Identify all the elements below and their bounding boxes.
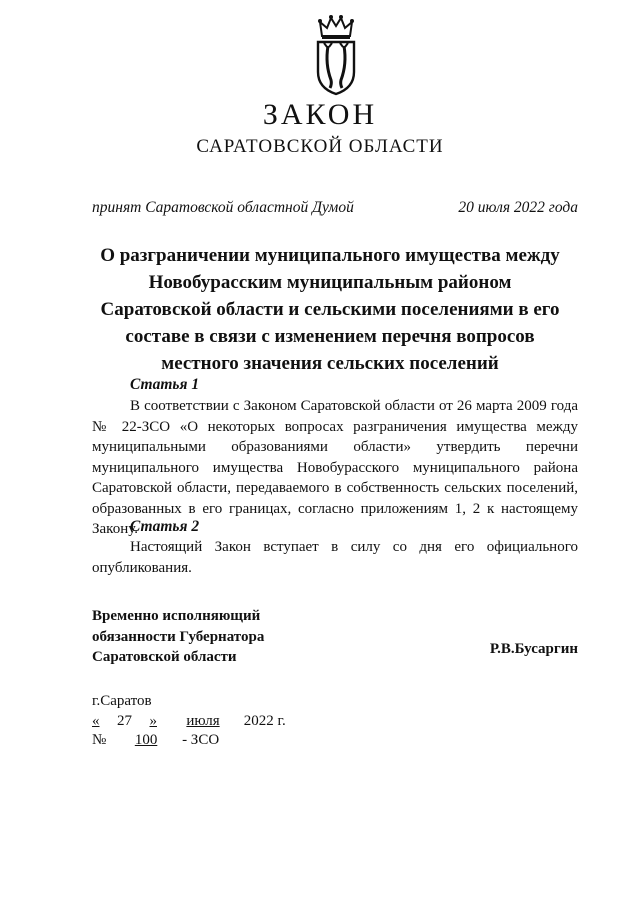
law-heading xyxy=(80,242,580,377)
article-2-text: Настоящий Закон вступает в силу со дня его официального опубликования. xyxy=(92,539,578,576)
saratov-coat-of-arms-icon xyxy=(310,14,362,96)
day-open-quote: « xyxy=(92,712,100,729)
signing-day: 27 xyxy=(117,712,132,729)
law-number-value: 100 xyxy=(134,732,158,748)
heading-line: Саратовской области и сельскими поселениями в его xyxy=(100,299,560,320)
law-region: САРАТОВСКОЙ ОБЛАСТИ xyxy=(196,136,444,157)
day-close-quote: » xyxy=(149,712,157,729)
adopted-by: принят Саратовской областной Думой xyxy=(92,199,354,216)
number-prefix: № xyxy=(92,732,107,748)
heading-line: составе в связи с изменением перечня вопросов xyxy=(125,326,535,347)
signing-year: 2022 г. xyxy=(243,712,286,729)
heading-line: О разграничении муниципального имущества между xyxy=(100,245,560,266)
signatory-position-line: Временно исполняющий xyxy=(92,608,261,624)
article-1-text: В соответствии с Законом Саратовской области от 26 марта 2009 года № 22-ЗСО «О некоторых вопросах разграничения имущества между муниципальными образованиями области» утвердить перечни муниципального имущества Новобурасского муниципального района Саратовской области, передаваемого в собственность сельских поселений, образованных в его границах, согласно приложениям 1, 2 к настоящему Закону. xyxy=(92,398,578,537)
article-2-label: Статья 2 xyxy=(130,518,200,535)
article-1-label: Статья 1 xyxy=(130,376,200,393)
signatory-position-line: обязанности Губернатора xyxy=(92,628,265,645)
signatory-position xyxy=(92,606,264,668)
signing-month: июля xyxy=(186,712,220,729)
signatory-name: Р.В.Бусаргин xyxy=(489,641,578,657)
heading-line: Новобурасским муниципальным районом xyxy=(148,272,512,293)
law-registration xyxy=(92,692,286,751)
adoption-date: 20 июля 2022 года xyxy=(458,199,578,216)
heading-line: местного значения сельских поселений xyxy=(161,353,499,374)
city: г.Саратов xyxy=(92,693,152,709)
signatory-position-line: Саратовской области xyxy=(92,649,237,665)
law-number xyxy=(92,731,286,751)
law-title: ЗАКОН xyxy=(262,98,378,131)
number-suffix: - ЗСО xyxy=(182,732,220,748)
signing-date xyxy=(92,712,286,732)
